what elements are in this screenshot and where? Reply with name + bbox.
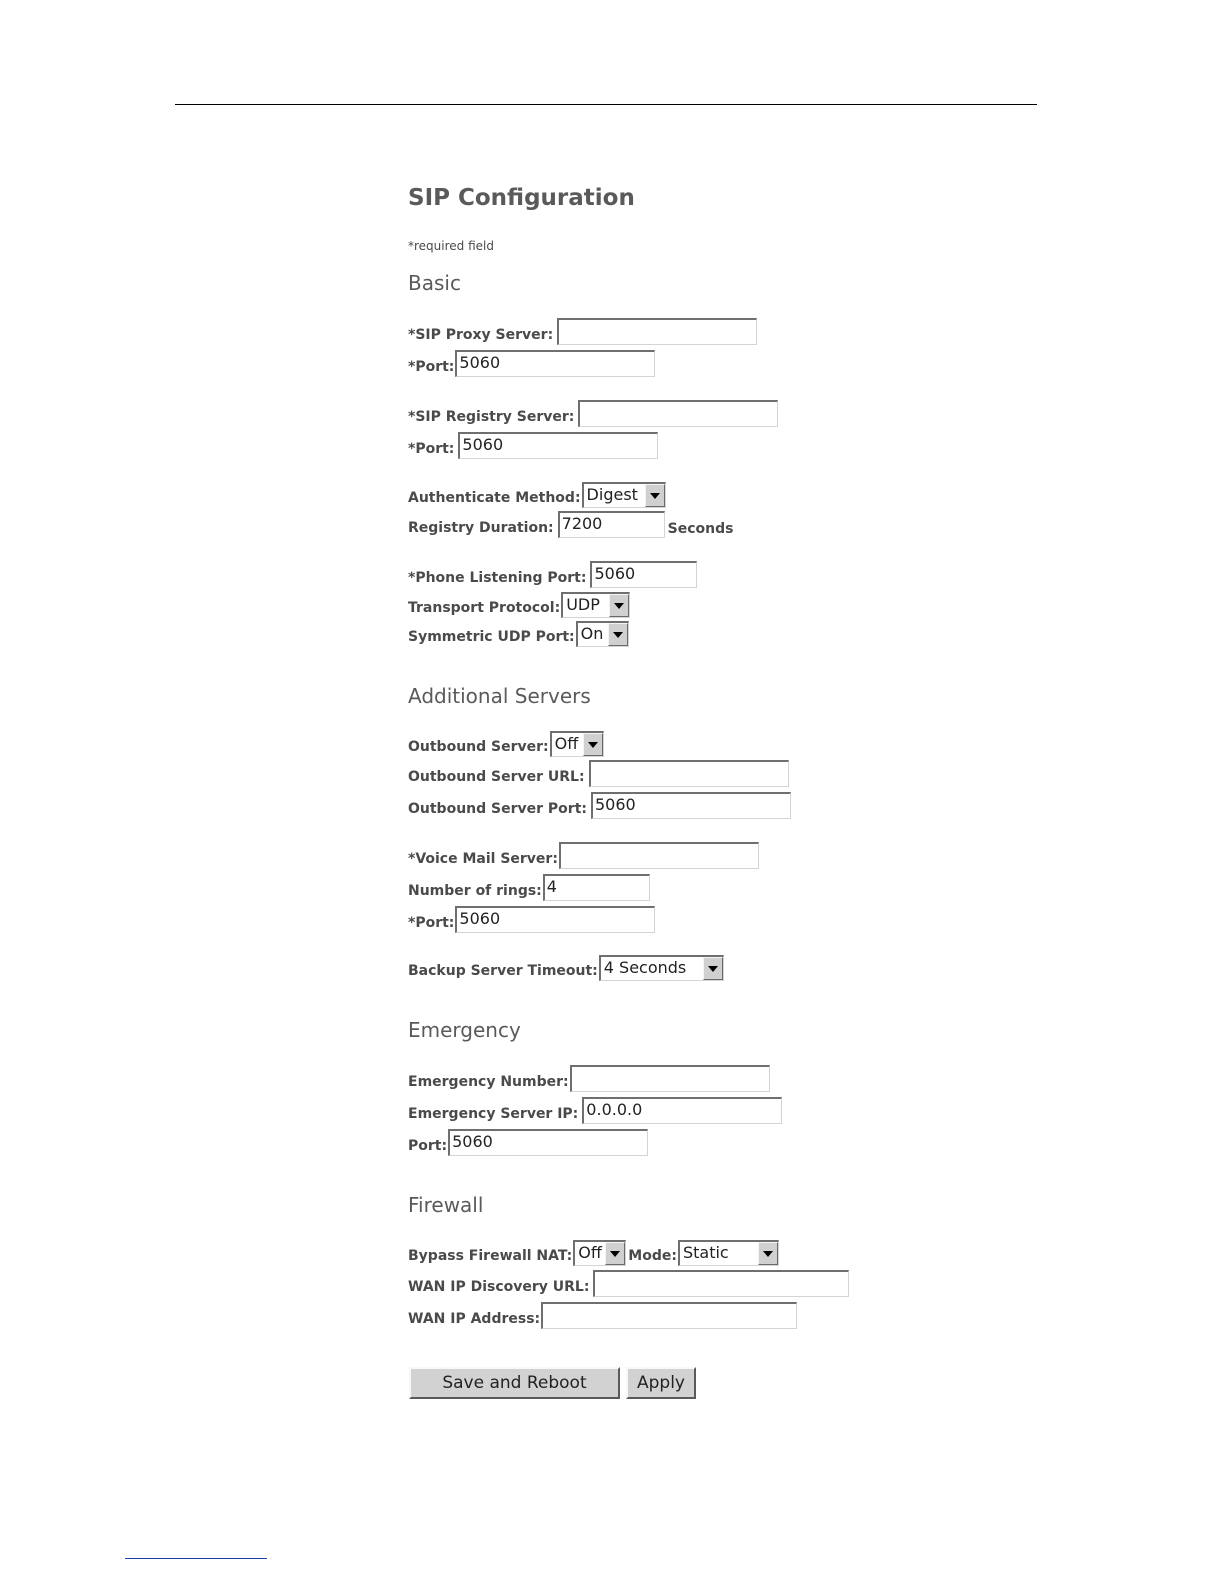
number-of-rings-input[interactable]: 4 bbox=[543, 874, 650, 901]
phone-listening-port-input[interactable]: 5060 bbox=[590, 561, 697, 588]
registry-port-label: *Port: bbox=[408, 441, 455, 457]
proxy-port-input[interactable]: 5060 bbox=[455, 350, 655, 377]
sip-registry-server-row bbox=[408, 399, 778, 427]
section-heading-firewall: Firewall bbox=[408, 1193, 484, 1217]
registry-port-input[interactable]: 5060 bbox=[458, 432, 658, 459]
sip-registry-server-input[interactable] bbox=[578, 400, 778, 427]
voice-mail-port-label: *Port: bbox=[408, 915, 455, 931]
wan-ip-discovery-url-label: WAN IP Discovery URL: bbox=[408, 1279, 590, 1295]
number-of-rings-row bbox=[408, 873, 650, 901]
voice-mail-port-row bbox=[408, 905, 655, 933]
dropdown-arrow-icon[interactable] bbox=[609, 594, 629, 617]
registry-duration-input[interactable]: 7200 bbox=[558, 511, 665, 538]
page-title: SIP Configuration bbox=[408, 185, 635, 211]
emergency-port-row bbox=[408, 1128, 648, 1156]
symmetric-udp-port-value: On bbox=[580, 624, 604, 643]
mode-value: Static bbox=[682, 1243, 729, 1262]
backup-server-timeout-label: Backup Server Timeout: bbox=[408, 963, 598, 979]
bypass-firewall-nat-value: Off bbox=[578, 1243, 602, 1262]
registry-duration-label: Registry Duration: bbox=[408, 520, 554, 536]
authenticate-method-label: Authenticate Method: bbox=[408, 490, 581, 506]
outbound-server-port-row bbox=[408, 791, 791, 819]
emergency-server-ip-label: Emergency Server IP: bbox=[408, 1106, 579, 1122]
transport-protocol-row bbox=[408, 590, 630, 618]
outbound-server-url-row bbox=[408, 759, 789, 787]
dropdown-arrow-icon[interactable] bbox=[605, 1242, 625, 1265]
bypass-firewall-nat-select[interactable] bbox=[573, 1240, 626, 1266]
authenticate-method-value: Digest bbox=[586, 485, 638, 504]
symmetric-udp-port-row bbox=[408, 619, 629, 647]
dropdown-arrow-icon[interactable] bbox=[758, 1242, 778, 1265]
section-heading-basic: Basic bbox=[408, 271, 461, 295]
voice-mail-port-input[interactable]: 5060 bbox=[455, 906, 655, 933]
authenticate-method-row bbox=[408, 480, 666, 508]
header-rule bbox=[175, 104, 1037, 105]
voice-mail-server-input[interactable] bbox=[559, 842, 759, 869]
sip-proxy-server-input[interactable] bbox=[557, 318, 757, 345]
bypass-firewall-nat-label: Bypass Firewall NAT: bbox=[408, 1248, 573, 1264]
sip-proxy-server-row bbox=[408, 317, 757, 345]
mode-select[interactable] bbox=[678, 1240, 779, 1266]
transport-protocol-select[interactable] bbox=[561, 592, 630, 618]
emergency-port-label: Port: bbox=[408, 1138, 448, 1154]
outbound-server-label: Outbound Server: bbox=[408, 739, 549, 755]
wan-ip-discovery-url-input[interactable] bbox=[593, 1270, 849, 1297]
dropdown-arrow-icon[interactable] bbox=[703, 957, 723, 980]
registry-duration-unit: Seconds bbox=[667, 521, 734, 537]
dropdown-arrow-icon[interactable] bbox=[645, 484, 665, 507]
outbound-server-value: Off bbox=[554, 734, 579, 753]
proxy-port-label: *Port: bbox=[408, 359, 455, 375]
voice-mail-server-label: *Voice Mail Server: bbox=[408, 851, 558, 867]
required-field-note: *required field bbox=[408, 239, 494, 253]
transport-protocol-label: Transport Protocol: bbox=[408, 600, 561, 616]
sip-proxy-server-label: *SIP Proxy Server: bbox=[408, 327, 554, 343]
phone-listening-port-row bbox=[408, 560, 697, 588]
wan-ip-discovery-url-row bbox=[408, 1269, 849, 1297]
outbound-server-row bbox=[408, 729, 604, 757]
footer-rule bbox=[125, 1558, 267, 1559]
symmetric-udp-port-select[interactable] bbox=[576, 621, 629, 647]
emergency-server-ip-input[interactable]: 0.0.0.0 bbox=[582, 1097, 782, 1124]
bypass-firewall-nat-row bbox=[408, 1238, 779, 1266]
wan-ip-address-label: WAN IP Address: bbox=[408, 1311, 541, 1327]
apply-button[interactable]: Apply bbox=[626, 1367, 696, 1399]
section-heading-emergency: Emergency bbox=[408, 1018, 521, 1042]
number-of-rings-label: Number of rings: bbox=[408, 883, 542, 899]
registry-duration-row bbox=[408, 510, 733, 538]
outbound-server-port-label: Outbound Server Port: bbox=[408, 801, 587, 817]
transport-protocol-value: UDP bbox=[566, 595, 600, 614]
dropdown-arrow-icon[interactable] bbox=[583, 733, 603, 756]
wan-ip-address-input[interactable] bbox=[541, 1302, 797, 1329]
backup-server-timeout-value: 4 Seconds bbox=[603, 958, 687, 977]
outbound-server-port-input[interactable]: 5060 bbox=[591, 792, 791, 819]
registry-port-row bbox=[408, 431, 658, 459]
emergency-server-ip-row bbox=[408, 1096, 782, 1124]
wan-ip-address-row bbox=[408, 1301, 797, 1329]
emergency-port-input[interactable]: 5060 bbox=[448, 1129, 648, 1156]
voice-mail-server-row bbox=[408, 841, 759, 869]
outbound-server-url-label: Outbound Server URL: bbox=[408, 769, 585, 785]
outbound-server-select[interactable] bbox=[550, 731, 604, 757]
authenticate-method-select[interactable] bbox=[582, 482, 666, 508]
mode-label: Mode: bbox=[628, 1248, 677, 1264]
proxy-port-row bbox=[408, 349, 655, 377]
backup-server-timeout-row bbox=[408, 953, 724, 981]
phone-listening-port-label: *Phone Listening Port: bbox=[408, 570, 587, 586]
sip-registry-server-label: *SIP Registry Server: bbox=[408, 409, 575, 425]
outbound-server-url-input[interactable] bbox=[589, 760, 789, 787]
save-and-reboot-button[interactable]: Save and Reboot bbox=[409, 1367, 620, 1399]
backup-server-timeout-select[interactable] bbox=[599, 955, 724, 981]
dropdown-arrow-icon[interactable] bbox=[608, 623, 628, 646]
emergency-number-label: Emergency Number: bbox=[408, 1074, 569, 1090]
symmetric-udp-port-label: Symmetric UDP Port: bbox=[408, 629, 575, 645]
section-heading-additional-servers: Additional Servers bbox=[408, 684, 591, 708]
emergency-number-input[interactable] bbox=[570, 1065, 770, 1092]
emergency-number-row bbox=[408, 1064, 770, 1092]
